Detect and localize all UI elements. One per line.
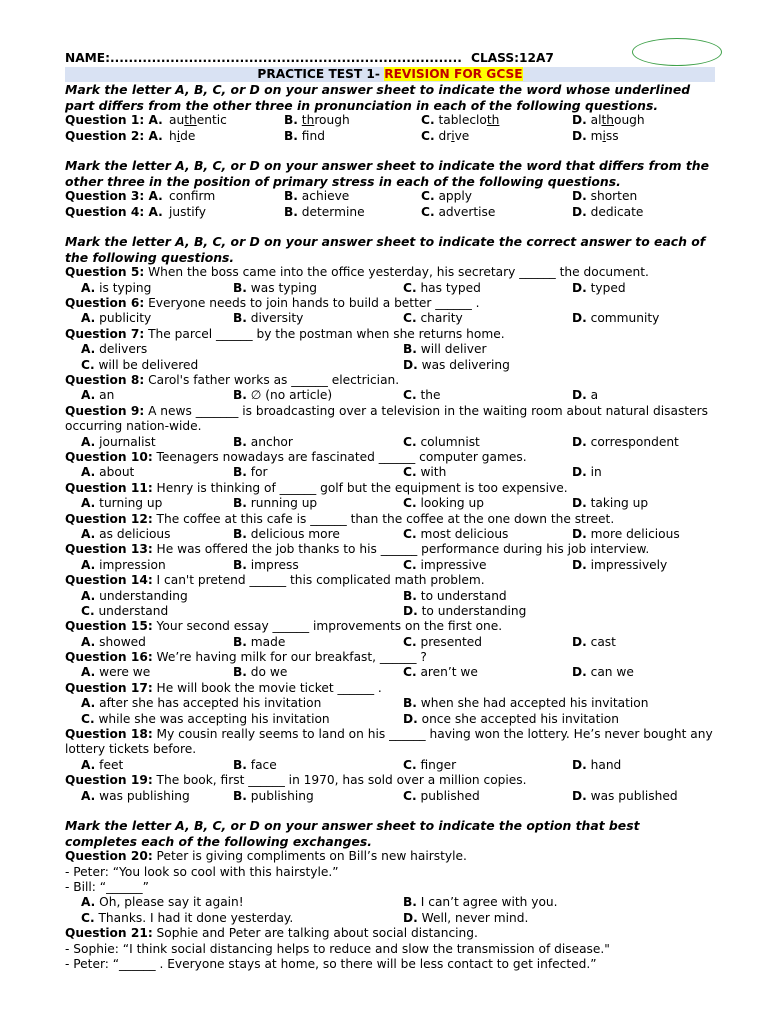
- option-letter: A.: [81, 434, 96, 449]
- question-13-stem: [65, 542, 715, 557]
- question-label: Question 12:: [65, 511, 153, 526]
- option-letter: A.: [81, 526, 96, 541]
- option-letter: D.: [572, 496, 587, 511]
- option-c: [81, 604, 168, 619]
- question-16-stem: [65, 650, 715, 665]
- option-text: to understand: [420, 588, 507, 603]
- option-a: authentic: [169, 113, 227, 128]
- question-5-stem: [65, 265, 715, 280]
- option-text: face: [250, 757, 277, 772]
- question-label: Question 15:: [65, 619, 153, 634]
- title-highlight: REVISION FOR GCSE: [384, 67, 523, 81]
- option-c: [403, 465, 446, 480]
- option-letter: B.: [233, 526, 247, 541]
- option-c: [81, 358, 198, 373]
- question-19-stem: [65, 773, 715, 788]
- question-label: Question 6:: [65, 295, 145, 310]
- option-letter: D.: [572, 465, 587, 480]
- dialogue-line: - Peter: “You look so cool with this hairstyle.”: [65, 864, 339, 879]
- question-text: I can't pretend ______ this complicated math problem.: [152, 573, 485, 588]
- question-label: Question 3: A.: [65, 189, 163, 204]
- option-text: anchor: [250, 434, 293, 449]
- option-text: correspondent: [590, 434, 679, 449]
- option-text: to understanding: [421, 603, 527, 618]
- option-text: impress: [250, 557, 299, 572]
- option-text: typed: [590, 280, 626, 295]
- option-text: when she had accepted his invitation: [420, 696, 649, 711]
- option-b: [403, 696, 648, 711]
- options-row: [65, 758, 715, 773]
- option-text: finger: [420, 757, 457, 772]
- option-letter: A.: [81, 496, 96, 511]
- options-row: [65, 311, 715, 326]
- option-letter: B.: [233, 311, 247, 326]
- option-b: [233, 465, 268, 480]
- option-text: hand: [590, 757, 622, 772]
- option-text: once she accepted his invitation: [421, 711, 619, 726]
- question-label: Question 4: A.: [65, 204, 163, 219]
- question-text: When the boss came into the office yesterday, his secretary ______ the document.: [144, 265, 649, 280]
- option-letter: C.: [403, 388, 417, 403]
- option-b: B. achieve: [284, 189, 350, 204]
- option-a: A. Oh, please say it again!: [81, 895, 244, 910]
- option-text: publicity: [99, 311, 152, 326]
- question-label: Question 1: A.: [65, 113, 163, 128]
- option-letter: D.: [572, 388, 587, 403]
- question-label: Question 18:: [65, 727, 153, 742]
- option-a: [81, 558, 166, 573]
- options-row: [65, 635, 715, 650]
- option-text: an: [99, 388, 115, 403]
- question-12-stem: [65, 512, 715, 527]
- option-letter: D.: [572, 557, 587, 572]
- option-letter: C.: [403, 557, 417, 572]
- option-letter: D.: [403, 711, 418, 726]
- options-row: [65, 527, 715, 542]
- option-text: do we: [250, 665, 288, 680]
- question-text: The coffee at this cafe is ______ than the coffee at the one down the street.: [152, 511, 615, 526]
- option-text: a: [590, 388, 599, 403]
- question-text: Your second essay ______ improvements on the first one.: [152, 619, 503, 634]
- option-letter: B.: [233, 388, 247, 403]
- option-letter: D.: [572, 434, 587, 449]
- option-letter: D.: [403, 603, 418, 618]
- option-letter: C.: [403, 280, 417, 295]
- question-label: Question 2: A.: [65, 128, 163, 143]
- dialogue-line: - Bill: “______”: [65, 880, 149, 895]
- question-label: Question 17:: [65, 680, 153, 695]
- question-3: [65, 189, 715, 204]
- option-c: C. advertise: [421, 204, 496, 219]
- question-text: Everyone needs to join hands to build a better ______ .: [144, 295, 480, 310]
- option-text: while she was accepting his invitation: [98, 711, 330, 726]
- question-11-stem: [65, 481, 715, 496]
- option-b: [233, 496, 317, 511]
- option-text: can we: [590, 665, 634, 680]
- option-b: B. through: [284, 113, 350, 128]
- option-d: [572, 281, 626, 296]
- option-letter: C.: [403, 526, 417, 541]
- option-letter: C.: [403, 496, 417, 511]
- question-label: Question 8:: [65, 372, 145, 387]
- options-row: [65, 342, 715, 357]
- option-text: feet: [99, 757, 124, 772]
- question-14-stem: [65, 573, 715, 588]
- option-c: [403, 665, 478, 680]
- option-d: [572, 665, 634, 680]
- option-letter: B.: [233, 557, 247, 572]
- option-text: showed: [99, 634, 146, 649]
- question-text: The book, first ______ in 1970, has sold over a million copies.: [152, 773, 527, 788]
- question-label: Question 11:: [65, 480, 153, 495]
- question-8-stem: [65, 373, 715, 388]
- option-text: was typing: [250, 280, 318, 295]
- option-d: [572, 527, 680, 542]
- option-text: will deliver: [420, 342, 487, 357]
- option-letter: A.: [81, 342, 96, 357]
- option-letter: A.: [81, 665, 96, 680]
- question-label: Question 5:: [65, 265, 145, 280]
- option-text: community: [590, 311, 660, 326]
- option-c: [81, 712, 330, 727]
- option-text: cast: [590, 634, 616, 649]
- question-10-stem: [65, 450, 715, 465]
- option-a: [81, 496, 162, 511]
- grammar-questions: [65, 265, 715, 804]
- option-a: [81, 758, 123, 773]
- option-c: C. tablecloth: [421, 113, 500, 128]
- option-letter: D.: [572, 757, 587, 772]
- option-letter: B.: [233, 465, 247, 480]
- question-18-stem: [65, 727, 715, 758]
- option-letter: C.: [81, 711, 95, 726]
- option-b: [233, 665, 287, 680]
- question-9-stem: [65, 404, 715, 435]
- option-letter: B.: [403, 342, 417, 357]
- option-b: [233, 558, 299, 573]
- option-letter: D.: [572, 311, 587, 326]
- option-a: [81, 281, 151, 296]
- option-letter: A.: [81, 280, 96, 295]
- option-text: most delicious: [420, 526, 509, 541]
- option-letter: C.: [81, 603, 95, 618]
- option-b: [233, 388, 332, 403]
- question-text: The parcel ______ by the postman when she returns home.: [144, 326, 505, 341]
- options-row: [65, 496, 715, 511]
- option-letter: C.: [403, 788, 417, 803]
- question-21-stem: Question 21: Sophie and Peter are talking about social distancing.: [65, 926, 478, 941]
- option-text: impression: [99, 557, 166, 572]
- option-b: [233, 758, 277, 773]
- option-a: justify: [169, 204, 206, 219]
- option-c: C. apply: [421, 189, 472, 204]
- option-text: presented: [420, 634, 483, 649]
- question-label: Question 19:: [65, 773, 153, 788]
- option-letter: A.: [81, 634, 96, 649]
- worksheet: [65, 50, 715, 972]
- option-a: [81, 665, 150, 680]
- option-c: C. Thanks. I had it done yesterday.: [81, 910, 294, 925]
- option-c: [403, 311, 463, 326]
- option-text: delivers: [99, 342, 148, 357]
- option-text: will be delivered: [98, 357, 199, 372]
- option-b: [233, 311, 303, 326]
- option-text: was publishing: [99, 788, 190, 803]
- option-c: [403, 388, 440, 403]
- stress-instruction: Mark the letter A, B, C, or D on your answer sheet to indicate the word that differs from the other three in the position of primary stress in each of the following questions.: [65, 157, 710, 189]
- exchanges-instruction: Mark the letter A, B, C, or D on your answer sheet to indicate the option that best completes each of the following exchanges.: [65, 818, 640, 849]
- option-text: the: [420, 388, 441, 403]
- option-b: B. fnd: [284, 128, 325, 143]
- question-text: We’re having milk for our breakfast, ______ ?: [152, 650, 427, 665]
- test-title: [65, 67, 715, 82]
- option-a: [81, 388, 114, 403]
- option-letter: A.: [81, 757, 96, 772]
- option-letter: C.: [403, 757, 417, 772]
- question-text: He will book the movie ticket ______ .: [152, 680, 382, 695]
- option-b: B. I can’t agree with you.: [403, 895, 558, 910]
- option-text: running up: [250, 496, 318, 511]
- option-text: was delivering: [421, 357, 510, 372]
- option-b: [233, 635, 285, 650]
- option-c: [403, 789, 480, 804]
- option-letter: B.: [233, 434, 247, 449]
- option-d: [572, 789, 678, 804]
- option-text: were we: [99, 665, 151, 680]
- option-text: ∅ (no article): [250, 388, 333, 403]
- question-1: [65, 113, 715, 128]
- option-letter: C.: [403, 634, 417, 649]
- option-letter: B.: [403, 696, 417, 711]
- dialogue-line: - Peter: “______ . Everyone stays at home, so there will be less contact to get infected.”: [65, 957, 597, 972]
- option-c: [403, 496, 484, 511]
- question-text: A news _______ is broadcasting over a television in the waiting room about natural disasters occurring nation-wide.: [65, 403, 708, 434]
- question-text: He was offered the job thanks to his ______ performance during his job interview.: [152, 542, 650, 557]
- question-20-stem: Question 20: Peter is giving compliments on Bill’s new hairstyle.: [65, 849, 467, 864]
- option-a: [81, 465, 134, 480]
- option-d: [403, 358, 510, 373]
- option-b: [233, 281, 317, 296]
- option-text: publishing: [250, 788, 314, 803]
- option-letter: D.: [572, 788, 587, 803]
- option-c: [403, 281, 481, 296]
- option-c: C. drive: [421, 128, 470, 143]
- options-row: [65, 696, 715, 711]
- option-text: in: [590, 465, 602, 480]
- option-text: about: [99, 465, 135, 480]
- option-text: published: [420, 788, 480, 803]
- option-text: after she has accepted his invitation: [99, 696, 322, 711]
- options-row: [65, 465, 715, 480]
- question-2: [65, 129, 715, 144]
- option-letter: B.: [233, 757, 247, 772]
- option-text: charity: [420, 311, 463, 326]
- option-letter: B.: [233, 280, 247, 295]
- question-6-stem: [65, 296, 715, 311]
- options-row: [65, 589, 715, 604]
- option-a: hide: [169, 128, 196, 143]
- question-label: Question 13:: [65, 542, 153, 557]
- option-text: impressive: [420, 557, 487, 572]
- option-c: [403, 758, 456, 773]
- option-letter: A.: [81, 557, 96, 572]
- option-d: D. shorten: [572, 189, 638, 204]
- options-row: [65, 435, 715, 450]
- question-label: Question 14:: [65, 573, 153, 588]
- dialogue-line: - Sophie: “I think social distancing helps to reduce and slow the transmission of disease.": [65, 941, 610, 956]
- options-row: [65, 712, 715, 727]
- option-d: [572, 635, 616, 650]
- question-17-stem: [65, 681, 715, 696]
- option-b: [233, 789, 314, 804]
- option-c: [403, 558, 486, 573]
- option-letter: B.: [233, 788, 247, 803]
- options-row: [65, 911, 715, 926]
- option-b: [233, 435, 293, 450]
- options-row: [65, 789, 715, 804]
- option-d: [572, 465, 602, 480]
- option-c: [403, 635, 482, 650]
- option-letter: C.: [403, 434, 417, 449]
- option-text: understanding: [99, 588, 188, 603]
- option-b: [403, 589, 507, 604]
- option-d: [403, 712, 619, 727]
- question-text: Teenagers nowadays are fascinated ______ computer games.: [152, 449, 527, 464]
- option-d: [403, 604, 526, 619]
- question-label: Question 7:: [65, 326, 145, 341]
- grammar-instruction: Mark the letter A, B, C, or D on your answer sheet to indicate the correct answer to each of the following questions.: [65, 233, 706, 265]
- option-letter: B.: [233, 496, 247, 511]
- option-letter: D.: [572, 280, 587, 295]
- option-a: [81, 342, 147, 357]
- class-label: CLASS:12A7: [471, 51, 554, 65]
- option-text: made: [250, 634, 286, 649]
- title-plain: PRACTICE TEST 1-: [257, 67, 385, 81]
- option-letter: B.: [233, 665, 247, 680]
- option-c: [403, 435, 480, 450]
- pronunciation-instruction: Mark the letter A, B, C, or D on your answer sheet to indicate the word whose underlined part differs from the other three in pronunciation in each of the following questions.: [65, 82, 691, 113]
- options-row: [65, 665, 715, 680]
- question-text: Henry is thinking of ______ golf but the equipment is too expensive.: [152, 480, 568, 495]
- question-15-stem: [65, 619, 715, 634]
- question-text: Carol's father works as ______ electrician.: [144, 372, 400, 387]
- option-text: looking up: [420, 496, 484, 511]
- option-b: B. determine: [284, 204, 365, 219]
- option-text: has typed: [420, 280, 481, 295]
- option-letter: A.: [81, 465, 96, 480]
- option-letter: C.: [403, 665, 417, 680]
- option-letter: B.: [403, 588, 417, 603]
- option-d: [572, 311, 659, 326]
- option-a: [81, 789, 190, 804]
- option-c: [403, 527, 508, 542]
- option-letter: D.: [403, 357, 418, 372]
- option-b: [403, 342, 487, 357]
- option-letter: A.: [81, 788, 96, 803]
- option-text: turning up: [99, 496, 163, 511]
- option-text: with: [420, 465, 447, 480]
- option-text: as delicious: [99, 526, 171, 541]
- option-text: is typing: [99, 280, 152, 295]
- name-label: NAME:............................................................................: [65, 51, 462, 65]
- option-text: aren’t we: [420, 665, 478, 680]
- option-text: understand: [98, 603, 169, 618]
- option-a: [81, 696, 321, 711]
- option-letter: D.: [572, 665, 587, 680]
- option-text: was published: [590, 788, 678, 803]
- name-class-line: [65, 50, 715, 67]
- option-text: for: [250, 465, 268, 480]
- option-a: [81, 527, 171, 542]
- option-letter: C.: [403, 311, 417, 326]
- options-row: [65, 358, 715, 373]
- question-label: Question 10:: [65, 449, 153, 464]
- option-d: D. although: [572, 113, 645, 128]
- option-d: [572, 558, 667, 573]
- option-letter: A.: [81, 696, 96, 711]
- question-label: Question 9:: [65, 403, 145, 418]
- option-d: D. Well, never mind.: [403, 910, 529, 925]
- question-7-stem: [65, 327, 715, 342]
- option-a: [81, 589, 188, 604]
- option-a: [81, 435, 156, 450]
- option-d: [572, 435, 679, 450]
- option-letter: C.: [81, 357, 95, 372]
- option-text: columnist: [420, 434, 480, 449]
- option-b: [233, 527, 340, 542]
- option-text: journalist: [99, 434, 156, 449]
- option-letter: D.: [572, 526, 587, 541]
- option-d: D. miss: [572, 128, 619, 143]
- option-letter: C.: [403, 465, 417, 480]
- option-text: diversity: [250, 311, 304, 326]
- option-d: [572, 758, 621, 773]
- question-4: [65, 205, 715, 220]
- option-letter: A.: [81, 588, 96, 603]
- options-row: [65, 281, 715, 296]
- option-a: [81, 635, 146, 650]
- options-row: [65, 558, 715, 573]
- options-row: [65, 604, 715, 619]
- question-text: My cousin really seems to land on his ______ having won the lottery. He’s never bought any lottery tickets before.: [65, 727, 713, 757]
- option-letter: A.: [81, 311, 96, 326]
- option-d: [572, 496, 648, 511]
- question-label: Question 16:: [65, 650, 153, 665]
- option-letter: A.: [81, 388, 96, 403]
- option-text: taking up: [590, 496, 649, 511]
- options-row: [65, 895, 715, 910]
- option-a: confirm: [169, 189, 216, 204]
- option-letter: B.: [233, 634, 247, 649]
- option-text: impressively: [590, 557, 668, 572]
- option-d: [572, 388, 598, 403]
- option-text: delicious more: [250, 526, 340, 541]
- option-text: more delicious: [590, 526, 680, 541]
- option-letter: D.: [572, 634, 587, 649]
- option-a: [81, 311, 151, 326]
- option-d: D. dedicate: [572, 204, 644, 219]
- options-row: [65, 388, 715, 403]
